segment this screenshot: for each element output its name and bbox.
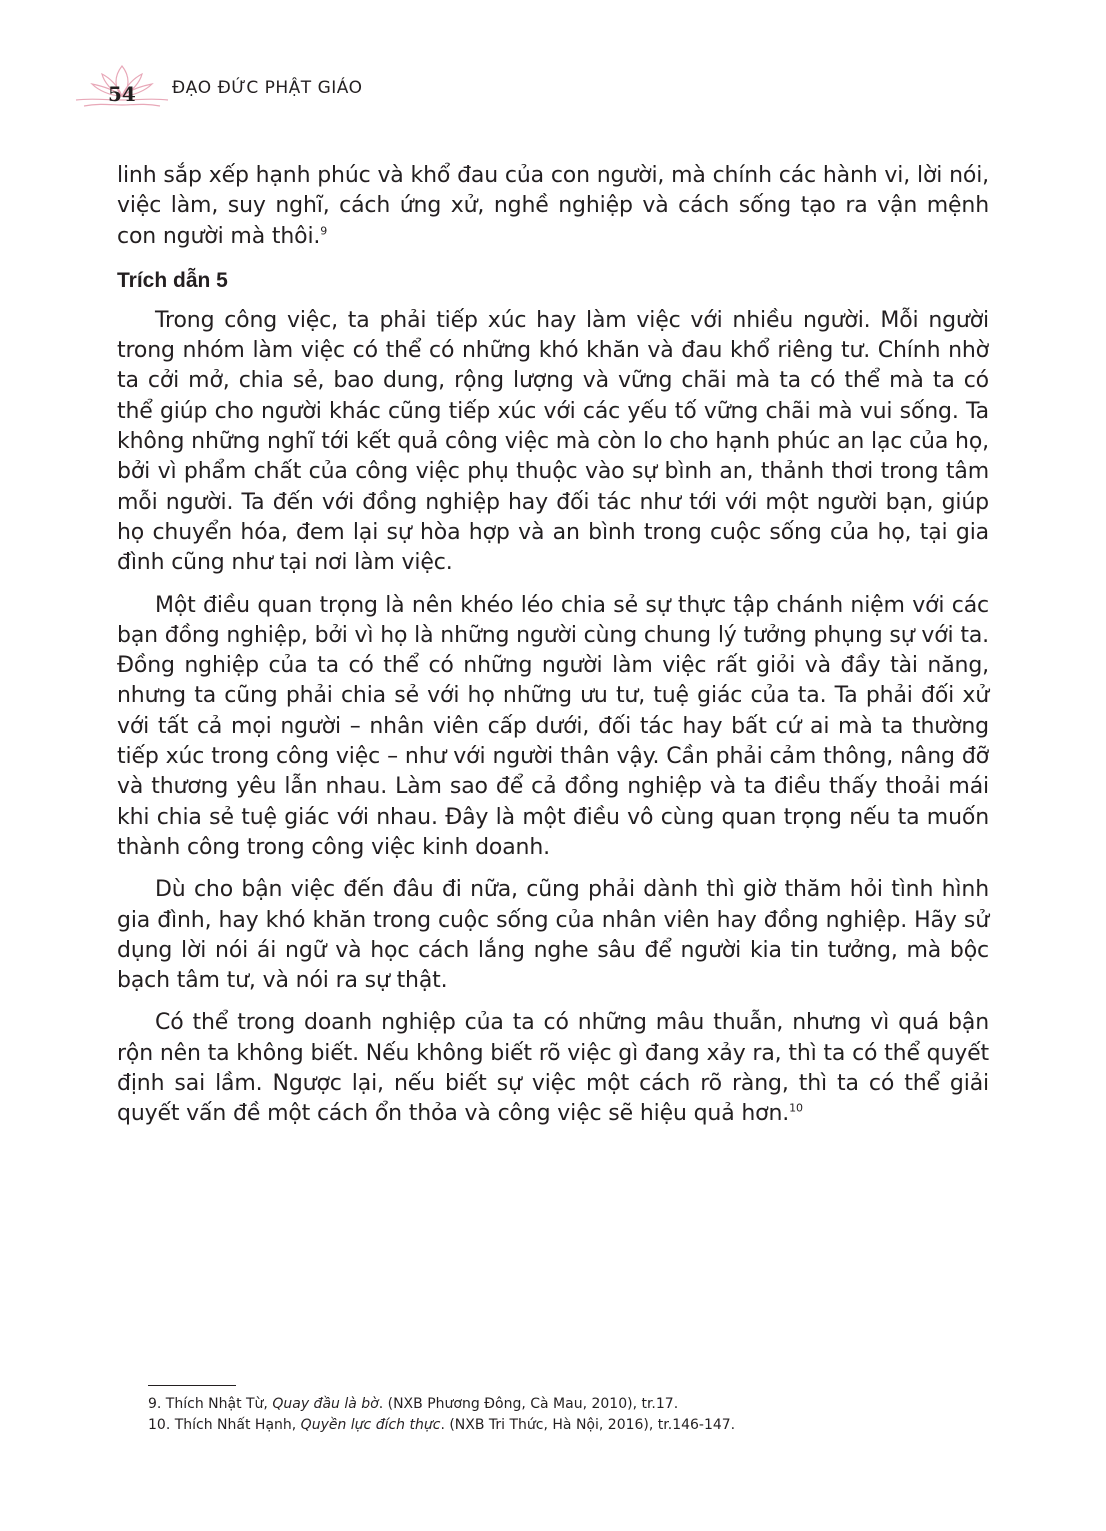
paragraph: Trong công việc, ta phải tiếp xúc hay làm việc với nhiều người. Mỗi người trong nhóm làm việc có thể có những khó khăn và đau khổ riêng tư. Chính nhờ ta cởi mở, chia sẻ, bao dung, rộng lượng và vững chãi mà ta có thể mà ta có thể giúp cho người khác cũng tiếp xúc với các yếu tố vững chãi mà vui sống. Ta không những nghĩ tới kết quả công việc mà còn lo cho hạnh phúc an lạc của họ, bởi vì phẩm chất của công việc phụ thuộc vào sự bình an, thảnh thơi trong tâm mỗi người. Ta đến với đồng nghiệp hay đối tác như tới với một người bạn, giúp họ chuyển hóa, đem lại sự hòa hợp và an bình trong cuộc sống của họ, tại gia đình cũng như tại nơi làm việc. (117, 307, 989, 576)
paragraph-text: Có thể trong doanh nghiệp của ta có những mâu thuẫn, nhưng vì quá bận rộn nên ta không biết. Nếu không biết rõ việc gì đang xảy ra, thì ta có thể quyết định sai lầm. Ngược lại, nếu biết sự việc một cách rõ ràng, thì ta có thể giải quyết vấn đề một cách ổn thỏa và công việc sẽ hiệu quả hơn. (117, 1010, 990, 1127)
footnote-prefix: 9. Thích Nhật Từ, (148, 1396, 273, 1412)
footnote-title: Quyền lực đích thực (300, 1417, 441, 1433)
footnote-ref: 10 (789, 1101, 803, 1115)
footnote (148, 1415, 988, 1436)
paragraph: Một điều quan trọng là nên khéo léo chia sẻ sự thực tập chánh niệm với các bạn đồng nghiệp, bởi vì họ là những người cùng chung lý tưởng phụng sự với ta. Đồng nghiệp của ta có thể có những người làm việc rất giỏi và đầy tài năng, nhưng ta cũng phải chia sẻ với họ những ưu tư, tuệ giác của ta. Ta phải đối xử với tất cả mọi người – nhân viên cấp dưới, đối tác hay bất cứ ai mà ta thường tiếp xúc trong công việc – như với người thân vậy. Cần phải cảm thông, nâng đỡ và thương yêu lẫn nhau. Làm sao để cả đồng nghiệp và ta điều thấy thoải mái khi chia sẻ tuệ giác với nhau. Đây là một điều vô cùng quan trọng nếu ta muốn thành công trong công việc kinh doanh. (117, 592, 989, 860)
paragraph (117, 1008, 989, 1129)
footnote-rest: . (NXB Tri Thức, Hà Nội, 2016), tr.146-147. (440, 1417, 736, 1433)
main-content (117, 161, 989, 1130)
footnote-title: Quay đầu là bờ (272, 1396, 379, 1412)
section-heading: Trích dẫn 5 (117, 268, 228, 292)
footnote-divider (148, 1385, 236, 1386)
footnotes (148, 1394, 988, 1436)
page-number: 54 (108, 82, 136, 106)
paragraph: Dù cho bận việc đến đâu đi nữa, cũng phải dành thì giờ thăm hỏi tình hình gia đình, hay khó khăn trong cuộc sống của nhân viên hay đồng nghiệp. Hãy sử dụng lời nói ái ngữ và học cách lắng nghe sâu để người kia tin tưởng, mà bộc bạch tâm tư, và nói ra sự thật. (117, 877, 989, 994)
footnote-ref: 9 (320, 224, 328, 238)
footnote-prefix: 10. Thích Nhất Hạnh, (148, 1417, 301, 1433)
paragraph-text: linh sắp xếp hạnh phúc và khổ đau của con người, mà chính các hành vi, lời nói, việc làm, suy nghĩ, cách ứng xử, nghề nghiệp và cách sống tạo ra vận mệnh con người mà thôi. (117, 163, 989, 249)
page-header (72, 62, 492, 112)
footnote-rest: . (NXB Phương Đông, Cà Mau, 2010), tr.17. (378, 1396, 679, 1412)
running-title: ĐẠO ĐỨC PHẬT GIÁO (172, 78, 363, 98)
footnote (148, 1394, 988, 1415)
paragraph (117, 161, 989, 252)
